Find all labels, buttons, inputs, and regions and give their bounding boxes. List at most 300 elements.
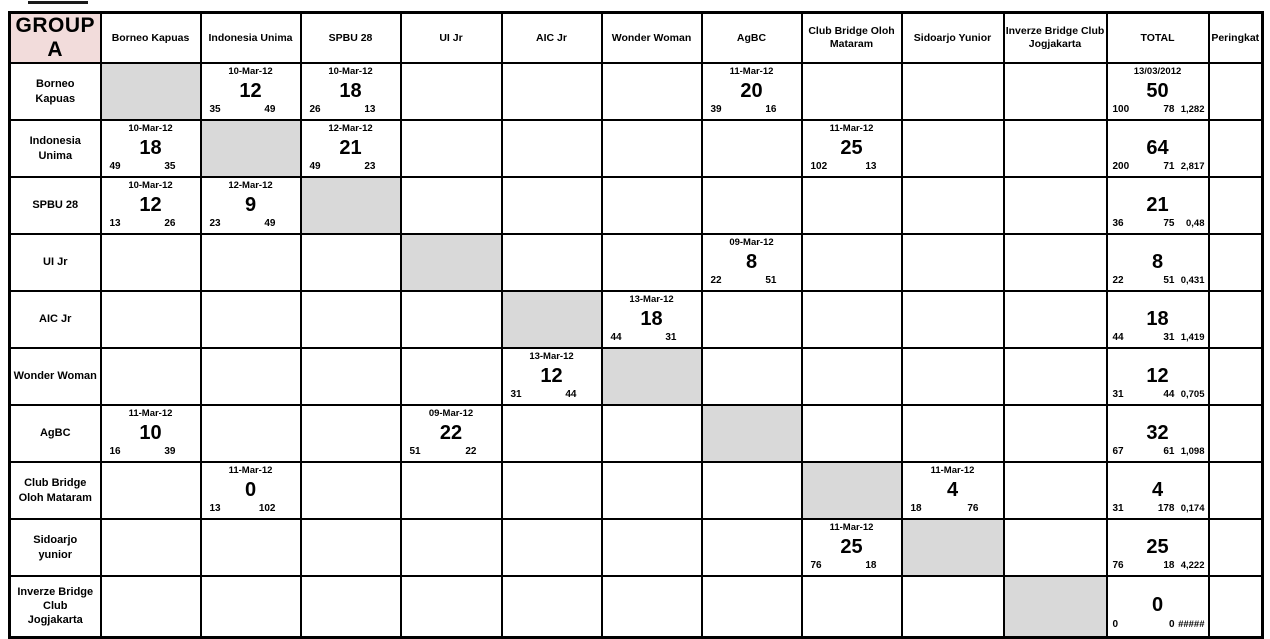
team-name: Wonder Woman — [13, 370, 97, 383]
victory-points: 21 — [1146, 193, 1169, 216]
match-cell[interactable] — [802, 519, 902, 576]
victory-points: 18 — [339, 79, 362, 102]
peringkat-cell[interactable] — [1209, 519, 1263, 576]
score-detail — [402, 445, 501, 460]
victory-points: 10 — [139, 421, 162, 444]
score-against: 31 — [665, 332, 677, 343]
column-header-indonesia-unima[interactable] — [201, 13, 301, 64]
score-detail — [1108, 274, 1208, 289]
header-row — [10, 13, 1263, 64]
self-pairing-cell[interactable] — [602, 348, 702, 405]
victory-points: 0 — [1151, 594, 1164, 617]
column-header-borneo-kapuas[interactable] — [101, 13, 201, 64]
empty-cell[interactable] — [101, 462, 201, 519]
score-for: 51 — [409, 446, 421, 457]
column-header-label: UI Jr — [439, 31, 463, 44]
team-row-header[interactable] — [10, 519, 101, 576]
match-cell[interactable] — [502, 348, 602, 405]
empty-cell[interactable] — [1004, 177, 1107, 234]
total-cell[interactable] — [1107, 120, 1209, 177]
column-header-ui-jr[interactable] — [401, 13, 502, 64]
column-header-spbu-28[interactable] — [301, 13, 401, 64]
score-against: 44 — [1163, 389, 1175, 400]
victory-points: 12 — [540, 364, 563, 387]
empty-cell[interactable] — [802, 348, 902, 405]
peringkat-cell[interactable] — [1209, 405, 1263, 462]
score-detail — [102, 445, 200, 460]
match-cell[interactable] — [401, 405, 502, 462]
match-cell[interactable] — [902, 462, 1004, 519]
peringkat-cell[interactable] — [1209, 120, 1263, 177]
team-name: UI Jr — [43, 256, 68, 269]
team-row-header[interactable] — [10, 291, 101, 348]
match-cell[interactable] — [802, 120, 902, 177]
score-ratio: 0,431 — [1180, 275, 1205, 286]
score-ratio: 0,48 — [1186, 218, 1205, 229]
team-name: Indonesia Unima — [29, 135, 81, 162]
team-row-spbu-28 — [10, 177, 1263, 234]
team-name: Club Bridge Oloh Mataram — [18, 477, 92, 504]
empty-cell[interactable] — [702, 576, 802, 637]
match-date — [1108, 122, 1208, 135]
score-for: 100 — [1112, 104, 1130, 115]
empty-cell[interactable] — [502, 120, 602, 177]
score-ratio: 1,098 — [1180, 446, 1205, 457]
score-for: 22 — [1112, 275, 1124, 286]
score-against: 23 — [364, 161, 376, 172]
empty-cell[interactable] — [401, 291, 502, 348]
score-against: 49 — [264, 104, 276, 115]
score-for: 200 — [1112, 161, 1130, 172]
team-row-sidoarjo-yunior — [10, 519, 1263, 576]
victory-points: 8 — [745, 250, 758, 273]
score-against: 75 — [1163, 218, 1175, 229]
column-header-inverze-bridge-club-jogjakarta[interactable] — [1004, 13, 1107, 64]
score-for: 13 — [109, 218, 121, 229]
score-against: 51 — [1163, 275, 1175, 286]
self-pairing-cell[interactable] — [201, 120, 301, 177]
score-ratio: 0,705 — [1180, 389, 1205, 400]
score-against: 18 — [865, 560, 877, 571]
column-header-label: Inverze Bridge Club Jogjakarta — [1005, 25, 1105, 50]
score-detail — [903, 502, 1003, 517]
column-header-label: Sidoarjo Yunior — [913, 31, 992, 44]
peringkat-cell[interactable] — [1209, 462, 1263, 519]
score-against: 35 — [164, 161, 176, 172]
peringkat-cell[interactable] — [1209, 291, 1263, 348]
empty-cell[interactable] — [101, 519, 201, 576]
column-header-total[interactable] — [1107, 13, 1209, 64]
score-for: 44 — [610, 332, 622, 343]
empty-cell[interactable] — [902, 177, 1004, 234]
empty-cell[interactable] — [602, 462, 702, 519]
score-for: 0 — [1112, 618, 1119, 630]
victory-points: 18 — [640, 307, 663, 330]
score-ratio: 4,222 — [1180, 560, 1205, 571]
empty-cell[interactable] — [702, 291, 802, 348]
score-for: 35 — [209, 104, 221, 115]
match-date — [1108, 407, 1208, 420]
empty-cell[interactable] — [802, 291, 902, 348]
score-ratio: 1,419 — [1180, 332, 1205, 343]
empty-cell[interactable] — [502, 405, 602, 462]
empty-cell[interactable] — [201, 234, 301, 291]
score-for: 31 — [510, 389, 522, 400]
group-title-cell[interactable] — [10, 13, 101, 64]
match-date: 10-Mar-12 — [128, 123, 173, 134]
score-detail — [703, 103, 801, 118]
score-for: 23 — [209, 218, 221, 229]
victory-points: 25 — [840, 535, 863, 558]
victory-points: 12 — [239, 79, 262, 102]
column-header-peringkat[interactable] — [1209, 13, 1263, 64]
match-date — [1108, 236, 1208, 249]
empty-cell[interactable] — [902, 348, 1004, 405]
peringkat-cell[interactable] — [1209, 576, 1263, 637]
empty-cell[interactable] — [802, 405, 902, 462]
match-date — [1108, 350, 1208, 363]
cropped-cell-border-artifact — [28, 1, 88, 4]
score-for: 31 — [1112, 503, 1124, 514]
empty-cell[interactable] — [602, 234, 702, 291]
team-row-header[interactable] — [10, 576, 101, 637]
score-detail — [202, 103, 300, 118]
empty-cell[interactable] — [401, 519, 502, 576]
peringkat-cell[interactable] — [1209, 177, 1263, 234]
team-name: SPBU 28 — [32, 199, 79, 212]
self-pairing-cell[interactable] — [502, 291, 602, 348]
empty-cell[interactable] — [602, 63, 702, 120]
score-against: 51 — [765, 275, 777, 286]
self-pairing-cell[interactable] — [802, 462, 902, 519]
score-detail — [1108, 217, 1208, 232]
match-cell[interactable] — [201, 462, 301, 519]
victory-points: 32 — [1146, 421, 1169, 444]
team-row-indonesia-unima — [10, 120, 1263, 177]
total-cell[interactable] — [1107, 405, 1209, 462]
total-cell[interactable] — [1107, 177, 1209, 234]
empty-cell[interactable] — [301, 348, 401, 405]
column-header-label: Wonder Woman — [611, 31, 692, 44]
score-against: 26 — [164, 218, 176, 229]
empty-cell[interactable] — [101, 576, 201, 637]
empty-cell[interactable] — [201, 348, 301, 405]
empty-cell[interactable] — [201, 519, 301, 576]
score-against: 102 — [258, 503, 276, 514]
empty-cell[interactable] — [1004, 63, 1107, 120]
column-header-label: SPBU 28 — [328, 31, 373, 44]
group-a-crosstable — [8, 11, 1264, 639]
empty-cell[interactable] — [602, 576, 702, 637]
score-for: 44 — [1112, 332, 1124, 343]
peringkat-cell[interactable] — [1209, 234, 1263, 291]
column-header-club-bridge-oloh-mataram[interactable] — [802, 13, 902, 64]
score-for: 22 — [710, 275, 722, 286]
empty-cell[interactable] — [902, 120, 1004, 177]
victory-points: 20 — [740, 79, 763, 102]
column-header-label: Club Bridge Oloh Mataram — [808, 25, 895, 50]
total-cell[interactable] — [1107, 519, 1209, 576]
empty-cell[interactable] — [101, 234, 201, 291]
score-detail — [1108, 331, 1208, 346]
empty-cell[interactable] — [502, 63, 602, 120]
empty-cell[interactable] — [1004, 291, 1107, 348]
total-cell[interactable] — [1107, 234, 1209, 291]
empty-cell[interactable] — [802, 234, 902, 291]
empty-cell[interactable] — [301, 576, 401, 637]
match-cell[interactable] — [101, 120, 201, 177]
victory-points: 18 — [139, 136, 162, 159]
victory-points: 8 — [1151, 250, 1164, 273]
score-ratio: 0,174 — [1180, 503, 1205, 514]
match-date: 10-Mar-12 — [228, 66, 273, 77]
score-for: 76 — [810, 560, 822, 571]
empty-cell[interactable] — [401, 462, 502, 519]
self-pairing-cell[interactable] — [1004, 576, 1107, 637]
empty-cell[interactable] — [301, 291, 401, 348]
victory-points: 21 — [339, 136, 362, 159]
score-detail — [302, 103, 400, 118]
team-row-inverze-bridge-club-jogjakarta — [10, 576, 1263, 637]
empty-cell[interactable] — [702, 177, 802, 234]
empty-cell[interactable] — [1004, 462, 1107, 519]
column-header-label: Borneo Kapuas — [111, 31, 190, 44]
victory-points: 9 — [244, 193, 257, 216]
empty-cell[interactable] — [902, 63, 1004, 120]
match-date: 11-Mar-12 — [729, 66, 774, 77]
victory-points: 4 — [946, 478, 959, 501]
team-name: Inverze Bridge Club Jogjakarta — [17, 585, 94, 627]
match-date: 12-Mar-12 — [228, 180, 273, 191]
score-against: 31 — [1163, 332, 1175, 343]
victory-points: 18 — [1146, 307, 1169, 330]
victory-points: 22 — [439, 421, 463, 444]
victory-points: 12 — [1146, 364, 1169, 387]
score-against: 0 — [1168, 618, 1175, 630]
match-date: 12-Mar-12 — [328, 123, 373, 134]
score-for: 26 — [309, 104, 321, 115]
self-pairing-cell[interactable] — [902, 519, 1004, 576]
peringkat-cell[interactable] — [1209, 63, 1263, 120]
column-header-wonder-woman[interactable] — [602, 13, 702, 64]
total-cell[interactable] — [1107, 63, 1209, 120]
self-pairing-cell[interactable] — [702, 405, 802, 462]
empty-cell[interactable] — [1004, 405, 1107, 462]
empty-cell[interactable] — [1004, 234, 1107, 291]
match-date — [1108, 293, 1208, 306]
score-against: 39 — [164, 446, 176, 457]
score-against: 71 — [1163, 161, 1175, 172]
match-date — [1108, 179, 1208, 192]
score-against: 76 — [967, 503, 979, 514]
score-against: 49 — [264, 218, 276, 229]
empty-cell[interactable] — [401, 63, 502, 120]
team-row-club-bridge-oloh-mataram — [10, 462, 1263, 519]
column-header-agbc[interactable] — [702, 13, 802, 64]
score-detail — [803, 160, 901, 175]
match-cell[interactable] — [101, 405, 201, 462]
column-header-sidoarjo-yunior[interactable] — [902, 13, 1004, 64]
victory-points: 12 — [139, 193, 162, 216]
score-against: 13 — [865, 161, 877, 172]
match-date — [1108, 521, 1208, 534]
empty-cell[interactable] — [502, 234, 602, 291]
empty-cell[interactable] — [502, 576, 602, 637]
match-cell[interactable] — [201, 177, 301, 234]
column-header-aic-jr[interactable] — [502, 13, 602, 64]
match-cell[interactable] — [301, 120, 401, 177]
self-pairing-cell[interactable] — [101, 63, 201, 120]
match-cell[interactable] — [101, 177, 201, 234]
team-row-header[interactable] — [10, 120, 101, 177]
match-date — [1108, 464, 1208, 477]
total-cell[interactable] — [1107, 462, 1209, 519]
score-for: 49 — [109, 161, 121, 172]
match-cell[interactable] — [201, 63, 301, 120]
match-cell[interactable] — [702, 234, 802, 291]
empty-cell[interactable] — [702, 462, 802, 519]
score-ratio: ##### — [1178, 618, 1205, 630]
empty-cell[interactable] — [902, 405, 1004, 462]
empty-cell[interactable] — [702, 120, 802, 177]
score-for: 13 — [209, 503, 221, 514]
empty-cell[interactable] — [1004, 348, 1107, 405]
victory-points: 25 — [840, 136, 863, 159]
empty-cell[interactable] — [201, 405, 301, 462]
empty-cell[interactable] — [802, 63, 902, 120]
match-date — [1108, 580, 1208, 593]
score-detail — [1108, 388, 1208, 403]
score-for: 102 — [810, 161, 828, 172]
total-cell[interactable] — [1107, 348, 1209, 405]
match-cell[interactable] — [301, 63, 401, 120]
empty-cell[interactable] — [201, 576, 301, 637]
self-pairing-cell[interactable] — [401, 234, 502, 291]
score-detail — [202, 502, 300, 517]
empty-cell[interactable] — [101, 291, 201, 348]
score-against: 13 — [364, 104, 376, 115]
score-for: 16 — [109, 446, 121, 457]
empty-cell[interactable] — [401, 348, 502, 405]
score-detail — [202, 217, 300, 232]
empty-cell[interactable] — [301, 519, 401, 576]
score-ratio: 1,282 — [1180, 104, 1205, 115]
match-cell[interactable] — [602, 291, 702, 348]
score-detail — [1108, 445, 1208, 460]
team-name: Borneo Kapuas — [35, 78, 76, 105]
victory-points: 50 — [1146, 79, 1169, 102]
empty-cell[interactable] — [502, 177, 602, 234]
victory-points: 64 — [1146, 136, 1169, 159]
team-name: AIC Jr — [39, 313, 72, 326]
empty-cell[interactable] — [602, 405, 702, 462]
empty-cell[interactable] — [502, 462, 602, 519]
team-row-header[interactable] — [10, 405, 101, 462]
empty-cell[interactable] — [401, 177, 502, 234]
score-against: 44 — [565, 389, 577, 400]
match-date: 13-Mar-12 — [629, 294, 674, 305]
score-detail — [102, 160, 200, 175]
empty-cell[interactable] — [1004, 120, 1107, 177]
match-date: 11-Mar-12 — [829, 522, 874, 533]
empty-cell[interactable] — [502, 519, 602, 576]
score-detail — [603, 331, 701, 346]
empty-cell[interactable] — [401, 120, 502, 177]
empty-cell[interactable] — [201, 291, 301, 348]
score-against: 61 — [1163, 446, 1175, 457]
peringkat-cell[interactable] — [1209, 348, 1263, 405]
team-row-header[interactable] — [10, 63, 101, 120]
column-header-label: Indonesia Unima — [208, 31, 293, 44]
empty-cell[interactable] — [401, 576, 502, 637]
team-row-borneo-kapuas — [10, 63, 1263, 120]
victory-points: 4 — [1151, 478, 1164, 501]
match-date: 11-Mar-12 — [128, 408, 173, 419]
empty-cell[interactable] — [602, 177, 702, 234]
match-date: 10-Mar-12 — [328, 66, 373, 77]
score-for: 31 — [1112, 389, 1124, 400]
score-for: 39 — [710, 104, 722, 115]
total-cell[interactable] — [1107, 291, 1209, 348]
score-against: 18 — [1163, 560, 1175, 571]
match-date: 10-Mar-12 — [128, 180, 173, 191]
score-detail — [1108, 559, 1208, 574]
empty-cell[interactable] — [902, 291, 1004, 348]
empty-cell[interactable] — [301, 462, 401, 519]
match-date: 13-Mar-12 — [529, 351, 574, 362]
empty-cell[interactable] — [101, 348, 201, 405]
column-header-label: AgBC — [736, 31, 767, 44]
empty-cell[interactable] — [602, 120, 702, 177]
team-row-header[interactable] — [10, 462, 101, 519]
team-row-header[interactable] — [10, 177, 101, 234]
score-against: 16 — [765, 104, 777, 115]
empty-cell[interactable] — [702, 348, 802, 405]
team-name: Sidoarjo yunior — [33, 534, 78, 561]
score-detail — [102, 217, 200, 232]
victory-points: 0 — [244, 478, 257, 501]
score-for: 76 — [1112, 560, 1124, 571]
empty-cell[interactable] — [1004, 519, 1107, 576]
match-date: 13/03/2012 — [1133, 66, 1182, 77]
empty-cell[interactable] — [602, 519, 702, 576]
score-detail — [503, 388, 601, 403]
score-for: 18 — [910, 503, 922, 514]
empty-cell[interactable] — [802, 177, 902, 234]
team-row-header[interactable] — [10, 234, 101, 291]
empty-cell[interactable] — [802, 576, 902, 637]
match-date: 09-Mar-12 — [729, 237, 774, 248]
empty-cell[interactable] — [702, 519, 802, 576]
score-detail — [1108, 618, 1208, 633]
match-date: 11-Mar-12 — [829, 123, 874, 134]
score-against: 22 — [465, 446, 477, 457]
score-detail — [1108, 103, 1208, 118]
match-date: 11-Mar-12 — [228, 465, 273, 476]
column-header-label: TOTAL — [1140, 31, 1175, 44]
score-detail — [703, 274, 801, 289]
empty-cell[interactable] — [902, 234, 1004, 291]
match-date: 09-Mar-12 — [428, 408, 474, 419]
empty-cell[interactable] — [301, 405, 401, 462]
total-cell[interactable] — [1107, 576, 1209, 637]
empty-cell[interactable] — [301, 234, 401, 291]
team-row-header[interactable] — [10, 348, 101, 405]
self-pairing-cell[interactable] — [301, 177, 401, 234]
empty-cell[interactable] — [902, 576, 1004, 637]
score-against: 178 — [1157, 503, 1175, 514]
match-cell[interactable] — [702, 63, 802, 120]
